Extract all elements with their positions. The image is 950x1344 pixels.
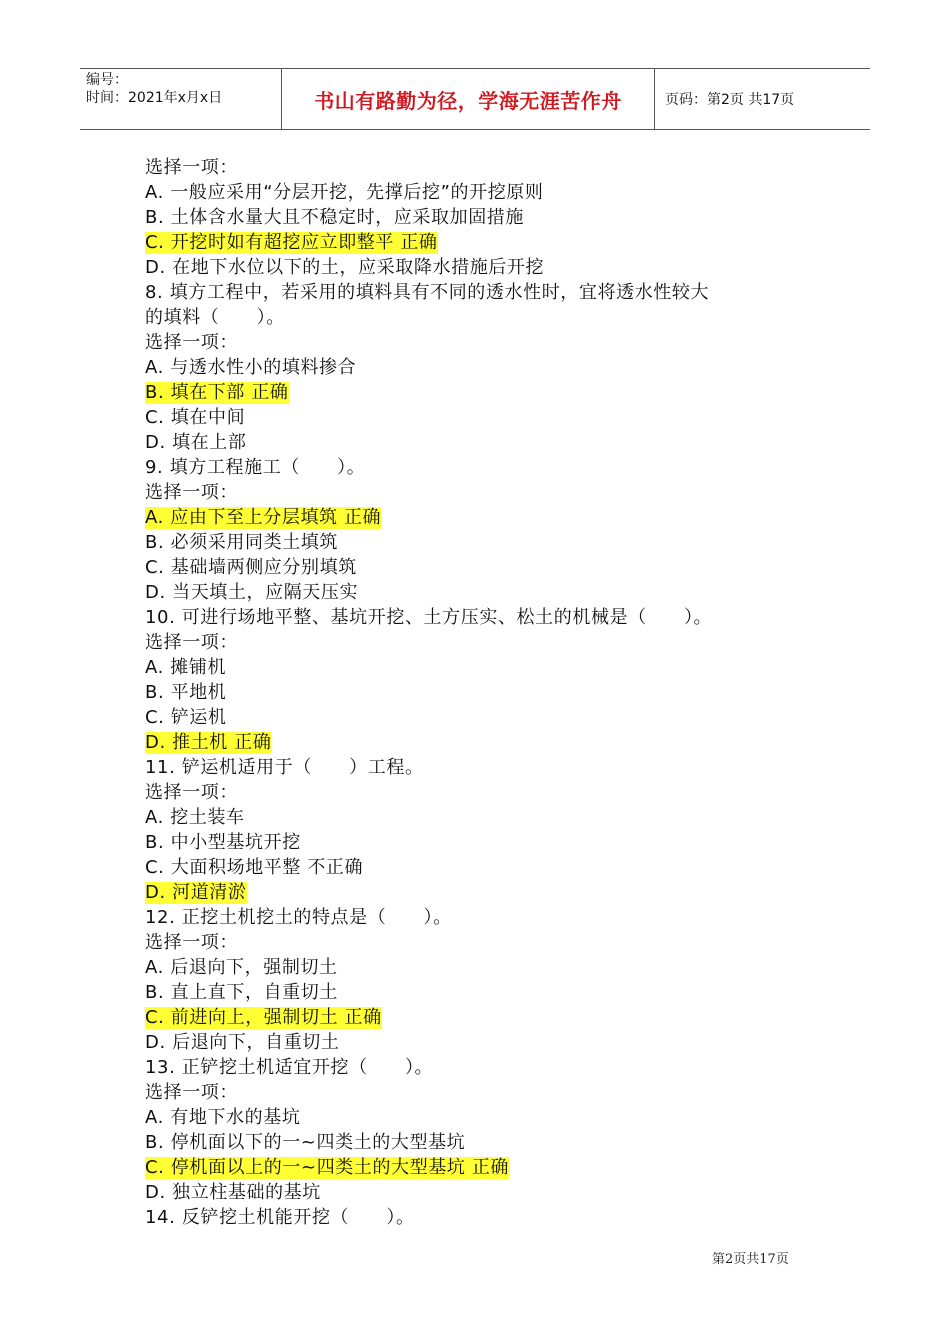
line-text: 13. 正铲挖土机适宜开挖（ ）。: [145, 1057, 434, 1078]
text-line: [145, 1205, 845, 1230]
text-line: [145, 1180, 845, 1205]
line-text: A. 与透水性小的填料掺合: [145, 357, 357, 378]
question-content: [145, 155, 845, 1230]
line-text: C. 开挖时如有超挖应立即整平 正确: [145, 232, 438, 253]
text-line: [145, 430, 845, 455]
text-line: [145, 455, 845, 480]
line-text: A. 有地下水的基坑: [145, 1107, 301, 1128]
text-line: [145, 555, 845, 580]
text-line: [145, 480, 845, 505]
text-line: [145, 780, 845, 805]
line-text: B. 必须采用同类土填筑: [145, 532, 338, 553]
text-line: [145, 205, 845, 230]
line-text: A. 挖土装车: [145, 807, 245, 828]
line-text: 8. 填方工程中，若采用的填料具有不同的透水性时，宜将透水性较大: [145, 282, 710, 303]
text-line: [145, 1030, 845, 1055]
line-text: 9. 填方工程施工（ ）。: [145, 457, 366, 478]
text-line: [145, 930, 845, 955]
line-text: 的填料（ ）。: [145, 307, 285, 328]
header-motto: 书山有路勤为径，学海无涯苦作舟: [314, 88, 622, 113]
text-line: [145, 305, 845, 330]
line-text: C. 大面积场地平整 不正确: [145, 857, 364, 878]
text-line: [145, 905, 845, 930]
text-line: [145, 855, 845, 880]
line-text: D. 独立柱基础的基坑: [145, 1182, 321, 1203]
text-line: [145, 1130, 845, 1155]
text-line: [145, 405, 845, 430]
text-line: [145, 1105, 845, 1130]
line-text: B. 平地机: [145, 682, 227, 703]
line-text: 选择一项：: [145, 482, 238, 503]
answer-line-highlighted: [145, 1155, 845, 1180]
line-text: D. 在地下水位以下的土，应采取降水措施后开挖: [145, 257, 545, 278]
document-number-label: 编号：: [86, 72, 128, 88]
line-text: 选择一项：: [145, 632, 238, 653]
text-line: [145, 530, 845, 555]
line-text: C. 停机面以上的一~四类土的大型基坑 正确: [145, 1157, 510, 1178]
text-line: [145, 805, 845, 830]
line-text: 选择一项：: [145, 1082, 238, 1103]
line-text: 选择一项：: [145, 332, 238, 353]
text-line: [145, 155, 845, 180]
line-text: 11. 铲运机适用于（ ）工程。: [145, 757, 424, 778]
line-text: A. 应由下至上分层填筑 正确: [145, 507, 382, 528]
answer-line-highlighted: [145, 1005, 845, 1030]
text-line: [145, 280, 845, 305]
line-text: C. 铲运机: [145, 707, 227, 728]
text-line: [145, 1055, 845, 1080]
line-text: 选择一项：: [145, 782, 238, 803]
text-line: [145, 705, 845, 730]
line-text: D. 后退向下，自重切土: [145, 1032, 340, 1053]
page-header: [80, 68, 870, 130]
answer-line-highlighted: [145, 380, 845, 405]
header-meta: [80, 69, 282, 129]
line-text: C. 前进向上，强制切土 正确: [145, 1007, 382, 1028]
header-page-number: 页码：第2页 共17页: [665, 92, 795, 108]
text-line: [145, 180, 845, 205]
text-line: [145, 330, 845, 355]
line-text: 选择一项：: [145, 932, 238, 953]
line-text: B. 停机面以下的一~四类土的大型基坑: [145, 1132, 466, 1153]
line-text: D. 河道清淤: [145, 882, 247, 903]
line-text: D. 填在上部: [145, 432, 247, 453]
text-line: [145, 655, 845, 680]
line-text: B. 填在下部 正确: [145, 382, 289, 403]
text-line: [145, 980, 845, 1005]
text-line: [145, 580, 845, 605]
document-date-label: 时间：2021年x月x日: [86, 90, 223, 106]
line-text: B. 中小型基坑开挖: [145, 832, 301, 853]
answer-line-highlighted: [145, 230, 845, 255]
line-text: 选择一项：: [145, 157, 238, 178]
text-line: [145, 355, 845, 380]
header-motto-cell: [282, 69, 655, 129]
line-text: A. 一般应采用“分层开挖，先撑后挖”的开挖原则: [145, 182, 544, 203]
text-line: [145, 755, 845, 780]
line-text: C. 基础墙两侧应分别填筑: [145, 557, 357, 578]
text-line: [145, 955, 845, 980]
text-line: [145, 605, 845, 630]
page-footer: 第2页共17页: [712, 1252, 789, 1267]
header-page-cell: [655, 69, 870, 129]
text-line: [145, 255, 845, 280]
line-text: A. 后退向下，强制切土: [145, 957, 338, 978]
line-text: C. 填在中间: [145, 407, 246, 428]
answer-line-highlighted: [145, 730, 845, 755]
line-text: 10. 可进行场地平整、基坑开挖、土方压实、松土的机械是（ ）。: [145, 607, 713, 628]
line-text: 12. 正挖土机挖土的特点是（ ）。: [145, 907, 452, 928]
line-text: B. 土体含水量大且不稳定时，应采取加固措施: [145, 207, 524, 228]
line-text: A. 摊铺机: [145, 657, 227, 678]
line-text: 14. 反铲挖土机能开挖（ ）。: [145, 1207, 415, 1228]
line-text: D. 当天填土，应隔天压实: [145, 582, 359, 603]
text-line: [145, 680, 845, 705]
answer-line-highlighted: [145, 505, 845, 530]
text-line: [145, 830, 845, 855]
line-text: B. 直上直下，自重切土: [145, 982, 338, 1003]
answer-line-highlighted: [145, 880, 845, 905]
text-line: [145, 630, 845, 655]
line-text: D. 推土机 正确: [145, 732, 272, 753]
text-line: [145, 1080, 845, 1105]
